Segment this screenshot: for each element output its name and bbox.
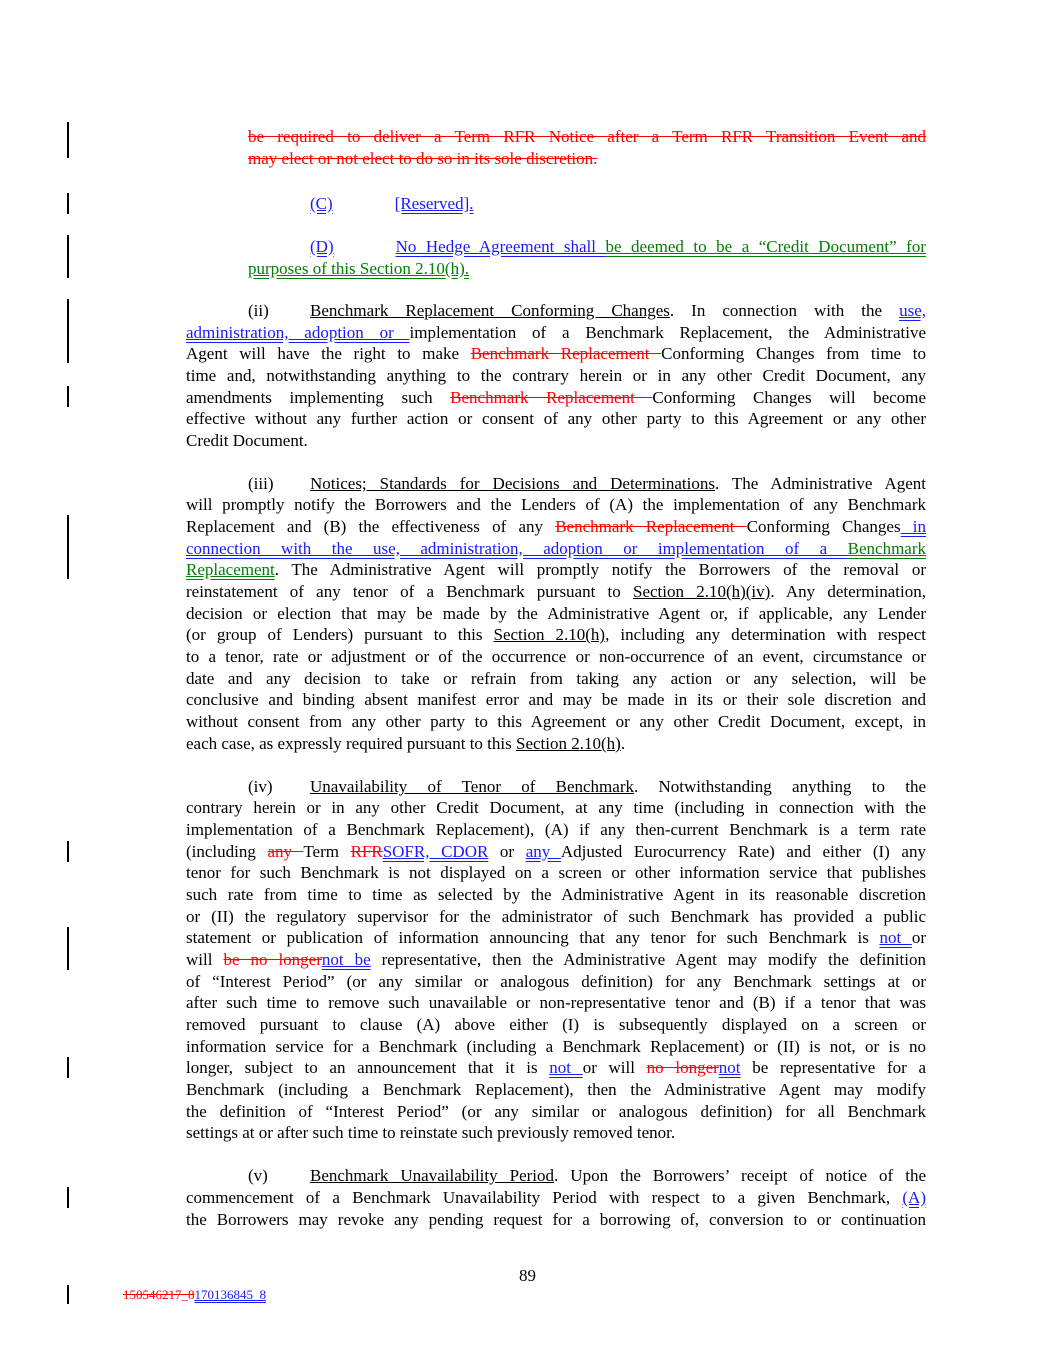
text-run: Conforming Changes from time to xyxy=(661,344,927,363)
text-run: information service for a Benchmark (including a Benchmark Replacement) or (II) is not, or is no xyxy=(186,1037,926,1056)
body-line xyxy=(248,258,926,280)
change-bar xyxy=(67,193,69,214)
clause-iv-heading-line xyxy=(248,776,926,798)
text-run: or will xyxy=(582,1058,647,1077)
inserted-text: No Hedge Agreement shall xyxy=(395,237,606,256)
change-bar xyxy=(67,515,69,579)
text-run: representative, then the Administrative Agent may modify the definition xyxy=(370,950,926,969)
deleted-text: Benchmark Replacement xyxy=(470,344,662,363)
text-run: such rate from time to time as selected by the Administrative Agent in its reasonable discretion xyxy=(186,885,926,904)
inserted-text: [Reserved]. xyxy=(394,194,474,213)
inserted-text: (D) xyxy=(310,237,334,256)
body-line xyxy=(186,1122,926,1144)
text-run: . The Administrative Agent will promptly notify the Borrowers of the removal or xyxy=(274,560,926,579)
text-run: . In connection with the xyxy=(669,301,900,320)
underlined-text: Benchmark Unavailability Period xyxy=(310,1166,555,1185)
body-line xyxy=(186,516,926,538)
text-run: or xyxy=(911,928,926,947)
body-line xyxy=(186,819,926,841)
deleted-text: no longer xyxy=(646,1058,719,1077)
text-run: (iv) xyxy=(248,777,273,796)
text-run: . Notwithstanding anything to the xyxy=(633,777,926,796)
text-run: (or group of Lenders) pursuant to this xyxy=(186,625,494,644)
inserted-text: (A) xyxy=(902,1188,926,1207)
text-run: date and any decision to take or refrain from taking any action or any selection, will be xyxy=(186,669,926,688)
text-run: settings at or after such time to reinstate such previously removed tenor. xyxy=(186,1123,676,1142)
text-run: (including xyxy=(186,842,268,861)
inserted-text: in xyxy=(900,517,926,536)
text-run: effective without any further action or consent of any other party to this Agreement or any other xyxy=(186,409,926,428)
body-line xyxy=(186,494,926,516)
inserted-text: connection with the use, administration, adoption or implementation of a xyxy=(186,539,848,558)
text-run: Adjusted Eurocurrency Rate) and either (I) any xyxy=(560,842,926,861)
body-line xyxy=(186,581,926,603)
text-run: tenor for such Benchmark is not displayed on a screen or other information service that publishes xyxy=(186,863,926,882)
text-run: Conforming Changes will become xyxy=(652,388,926,407)
body-line xyxy=(248,126,926,148)
body-line xyxy=(186,646,926,668)
body-line xyxy=(186,711,926,733)
text-run: implementation of a Benchmark Replacement), (A) if any then-current Benchmark is a term rate xyxy=(186,820,926,839)
text-run: contrary herein or in any other Credit Document, at any time (including in connection with the xyxy=(186,798,926,817)
text-run: to a tenor, rate or adjustment or of the occurrence or non-occurrence of an event, circumstance or xyxy=(186,647,926,666)
body-line xyxy=(186,971,926,993)
underlined-text: Benchmark Replacement Conforming Changes xyxy=(310,301,670,320)
document-id-inserted: 170136845_8 xyxy=(194,1287,266,1302)
inserted-text: not be xyxy=(321,950,371,969)
body-line xyxy=(186,862,926,884)
body-line xyxy=(186,538,926,560)
body-line xyxy=(186,343,926,365)
text-run: removed pursuant to clause (A) above either (I) is subsequently displayed on a screen or xyxy=(186,1015,926,1034)
text-run: conclusive and binding absent manifest error and may be made in its or their sole discretion and xyxy=(186,690,926,709)
body-line xyxy=(186,1187,926,1209)
document-id xyxy=(123,1287,266,1303)
clause-v-heading-line xyxy=(248,1165,926,1187)
deleted-text: Benchmark Replacement xyxy=(555,517,747,536)
subclause-d xyxy=(310,236,926,258)
moved-text: Replacement xyxy=(186,560,275,579)
deleted-text: may elect or not elect to do so in its sole discretion. xyxy=(248,149,598,168)
text-run: Replacement and (B) the effectiveness of any xyxy=(186,517,556,536)
change-bar xyxy=(67,1057,69,1078)
text-run: (ii) xyxy=(248,301,269,320)
moved-text: be deemed to be a “Credit Document” for xyxy=(605,237,926,256)
text-run: (iii) xyxy=(248,474,274,493)
text-run: will xyxy=(186,950,224,969)
inserted-text: not xyxy=(549,1058,583,1077)
body-line xyxy=(186,949,926,971)
underlined-text: Section 2.10(h)(iv) xyxy=(632,582,771,601)
change-bar xyxy=(67,1187,69,1208)
body-line xyxy=(186,365,926,387)
text-run: be representative for a xyxy=(740,1058,927,1077)
text-run: Conforming Changes xyxy=(746,517,901,536)
body-line xyxy=(186,1101,926,1123)
body-line xyxy=(186,906,926,928)
inserted-text: any xyxy=(525,842,561,861)
text-run: implementation of a Benchmark Replacement, the Administrative xyxy=(409,323,926,342)
inserted-text: SOFR, CDOR xyxy=(382,842,489,861)
underlined-text: Unavailability of Tenor of Benchmark xyxy=(310,777,634,796)
inserted-text: (C) xyxy=(310,194,333,213)
text-run: after such time to remove such unavailable or non-representative tenor and (B) if a tenor that was xyxy=(186,993,926,1012)
body-line xyxy=(186,797,926,819)
body-line xyxy=(186,668,926,690)
text-run: or xyxy=(488,842,526,861)
text-run: statement or publication of information announcing that any tenor for such Benchmark is xyxy=(186,928,880,947)
deleted-text: be required to deliver a Term RFR Notice after a Term RFR Transition Event and xyxy=(248,127,926,146)
text-run xyxy=(333,193,395,215)
change-bar xyxy=(67,299,69,363)
text-run: . xyxy=(620,734,626,753)
body-line xyxy=(186,689,926,711)
body-line xyxy=(186,1209,926,1231)
underlined-text: Section 2.10(h) xyxy=(515,734,621,753)
text-run: will promptly notify the Borrowers and the Lenders of (A) the implementation of any Benchmark xyxy=(186,495,926,514)
text-run: time and, notwithstanding anything to the contrary herein or in any other Credit Document, any xyxy=(186,366,926,385)
text-run: Benchmark (including a Benchmark Replacement), then the Administrative Agent may modify xyxy=(186,1080,926,1099)
change-bar xyxy=(67,122,69,158)
inserted-text: use, xyxy=(899,301,926,320)
body-line xyxy=(186,1036,926,1058)
body-line xyxy=(186,733,926,755)
change-bar xyxy=(67,235,69,278)
inserted-text: not xyxy=(718,1058,741,1077)
body-line xyxy=(186,992,926,1014)
subclause-c xyxy=(310,193,926,215)
deleted-text: Benchmark Replacement xyxy=(450,388,653,407)
page-number: 89 xyxy=(519,1266,536,1285)
deleted-text: any xyxy=(267,842,304,861)
text-run: without consent from any other party to this Agreement or any other Credit Document, except, in xyxy=(186,712,926,731)
text-run: . Any determination, xyxy=(770,582,926,601)
text-run: . The Administrative Agent xyxy=(714,474,926,493)
text-run: Agent will have the right to make xyxy=(186,344,471,363)
deleted-text: be no longer xyxy=(223,950,322,969)
document-id-deleted: 150546217_8 xyxy=(123,1287,195,1302)
body-line xyxy=(186,884,926,906)
text-run: the definition of “Interest Period” (or any similar or analogous definition) for all Benchmark xyxy=(186,1102,926,1121)
change-bar xyxy=(67,841,69,862)
body-line xyxy=(186,322,926,344)
deleted-text: RFR xyxy=(350,842,383,861)
text-run: amendments implementing such xyxy=(186,388,451,407)
body-line xyxy=(186,624,926,646)
text-run: Term xyxy=(303,842,351,861)
body-line xyxy=(186,1079,926,1101)
text-run: or (II) the regulatory supervisor for the administrator of such Benchmark has provided a public xyxy=(186,907,926,926)
text-run: of “Interest Period” (or any similar or analogous definition) for any Benchmark settings at or xyxy=(186,972,926,991)
clause-iii-heading-line xyxy=(248,473,926,495)
text-run: longer, subject to an announcement that it is xyxy=(186,1058,550,1077)
change-bar xyxy=(67,927,69,970)
text-run: (v) xyxy=(248,1166,268,1185)
underlined-text: Notices; Standards for Decisions and Determinations xyxy=(310,474,715,493)
text-run: each case, as expressly required pursuant to this xyxy=(186,734,516,753)
clause-ii-heading-line xyxy=(248,300,926,322)
text-run: decision or election that may be made by the Administrative Agent or, if applicable, any Lender xyxy=(186,604,926,623)
body-line xyxy=(186,559,926,581)
body-line xyxy=(186,1014,926,1036)
moved-text: purposes of this Section 2.10(h). xyxy=(248,259,469,278)
body-line xyxy=(186,387,926,409)
body-line xyxy=(186,1057,926,1079)
text-run: commencement of a Benchmark Unavailability Period with respect to a given Benchmark, xyxy=(186,1188,903,1207)
body-line xyxy=(186,603,926,625)
text-run: the Borrowers may revoke any pending request for a borrowing of, conversion to or continuation xyxy=(186,1210,926,1229)
inserted-text: not xyxy=(879,928,912,947)
change-bar xyxy=(67,386,69,407)
body-line xyxy=(186,408,926,430)
body-line xyxy=(248,148,926,170)
body-line xyxy=(186,841,926,863)
text-run xyxy=(334,236,396,258)
moved-text: Benchmark xyxy=(847,539,926,558)
body-line xyxy=(186,927,926,949)
change-bar xyxy=(67,1285,69,1304)
body-line xyxy=(186,430,926,452)
underlined-text: Section 2.10(h) xyxy=(493,625,606,644)
text-run: reinstatement of any tenor of a Benchmark pursuant to xyxy=(186,582,633,601)
text-run: . Upon the Borrowers’ receipt of notice of the xyxy=(554,1166,926,1185)
text-run: Credit Document. xyxy=(186,431,308,450)
text-run: , including any determination with respect xyxy=(605,625,926,644)
inserted-text: administration, adoption or xyxy=(186,323,410,342)
